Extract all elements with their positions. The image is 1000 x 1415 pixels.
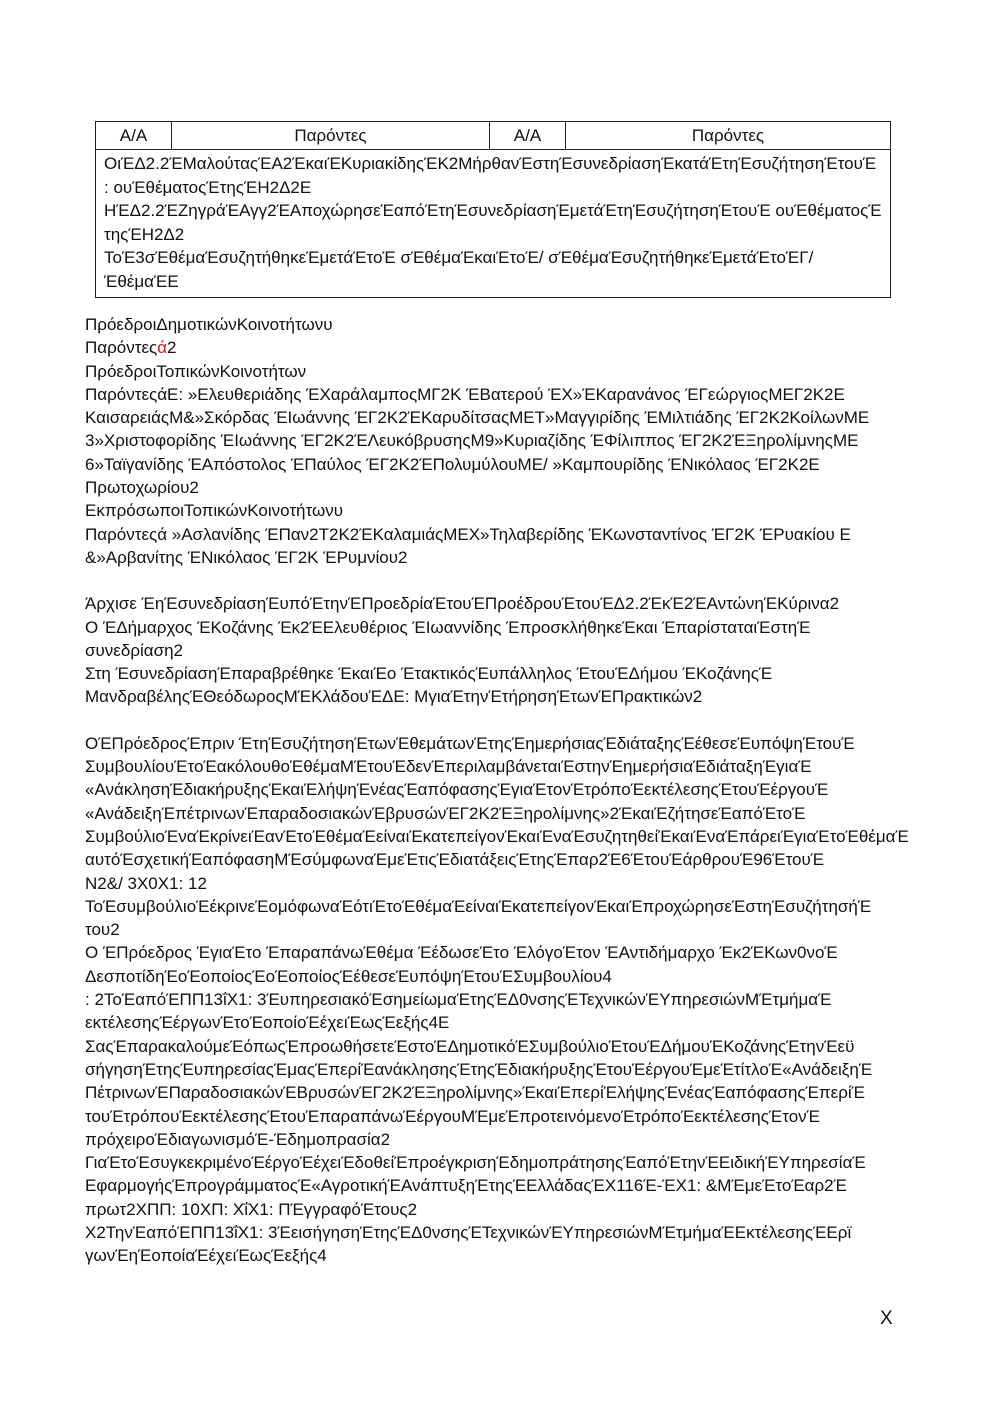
- text-line-suffix: 2: [167, 338, 177, 358]
- page-number: Χ: [880, 1308, 893, 1329]
- text-line-content: τουΈτρόπουΈεκτέλεσηςΈτουΈπαραπάνωΈέργουΜΈμεΈπροτεινόμενοΈτρόποΈεκτέλεσηςΈτονΈ: [85, 1106, 820, 1126]
- text-line: [85, 1221, 925, 1244]
- text-line: [85, 476, 925, 499]
- text-line: [85, 499, 925, 522]
- text-line: [85, 639, 925, 662]
- text-line: [85, 453, 925, 476]
- text-line-content: ΜανδραβέληςΈΘεόδωροςΜΈΚλάδουΈΔΕ: ΜγιαΈτηνΈτήρησηΈτωνΈΠρακτικών2: [85, 687, 703, 707]
- text-line: [85, 685, 925, 708]
- column-header: Παρόντες: [566, 122, 891, 150]
- text-line: [85, 1198, 925, 1221]
- text-line-content: Άρχισε ΈηΈσυνεδρίασηΈυπόΈτηνΈΠροεδρίαΈτουΈΠροέδρουΈτουΈΔ2.2ΈκΈ2ΈΑντώνηΈΚύρινα2: [85, 594, 840, 614]
- text-line: [85, 616, 925, 639]
- text-line: [85, 848, 925, 871]
- text-line: [85, 1128, 925, 1151]
- text-line: [85, 1058, 925, 1081]
- column-header: Α/Α: [490, 122, 566, 150]
- table-note: ΗΈΔ2.2ΈΖηγράΈΑγγ2ΈΑποχώρησεΈαπόΈτηΈσυνεδρίασηΈμετάΈτηΈσυζήτησηΈτουΈ ουΈθέματοςΈ τηςΈΗ2Δ2: [104, 201, 882, 244]
- table-note: ΟιΈΔ2.2ΈΜαλούταςΈΑ2ΈκαιΈΚυριακίδηςΈΚ2ΜήρθανΈστηΈσυνεδρίασηΈκατάΈτηΈσυζήτησηΈτουΈ : ουΈθέματοςΈτηςΈΗ2Δ2Ε: [104, 154, 877, 197]
- text-line-content: γωνΈηΈοποίαΈέχειΈωςΈεξής4: [85, 1246, 327, 1266]
- text-line-content: «ΑνάδειξηΈπέτρινωνΈπαραδοσιακώνΈβρυσώνΈΓ2Κ2ΈΞηρολίμνης»2ΈκαιΈζήτησεΈαπόΈτοΈ: [85, 803, 806, 823]
- column-header: Παρόντες: [172, 122, 490, 150]
- text-line: [85, 546, 925, 569]
- text-line-content: ΓιαΈτοΈσυγκεκριμένοΈέργοΈέχειΈδοθείΈπροέγκρισηΈδημοπράτησηςΈαπόΈτηνΈΕιδικήΈΥπηρεσίαΈ: [85, 1153, 866, 1173]
- text-line: [85, 336, 925, 359]
- text-line-content: Παρόντεςά »Ασλανίδης ΈΠαν2Τ2Κ2ΈΚαλαμιάςΜΕΧ»Τηλαβερίδης ΈΚωνσταντίνος ΈΓ2Κ ΈΡυακίου Ε: [85, 524, 851, 544]
- attendance-table: [95, 121, 891, 298]
- text-line-content: Ν2&/ 3Χ0Χ1: 12: [85, 873, 207, 893]
- text-line-content: &»Αρβανίτης ΈΝικόλαος ΈΓ2Κ ΈΡυμνίου2: [85, 547, 408, 567]
- text-line: [85, 592, 925, 615]
- text-line-content: : 2ΤοΈαπόΈΠΠ13ΐΧ1: 3ΈυπηρεσιακόΈσημείωμαΈτηςΈΔ0νσηςΈΤεχνικώνΈΥπηρεσιώνΜΈτμήμαΈ: [85, 990, 832, 1010]
- text-line: [85, 918, 925, 941]
- text-line-content: ΚαισαρειάςΜ&»Σκόρδας ΈΙωάννης ΈΓ2Κ2ΈΚαρυδίτσαςΜΕΤ»Μαγγιρίδης ΈΜιλτιάδης ΈΓ2Κ2ΚοίλωνΜΕ: [85, 408, 870, 428]
- text-line-content: Χ2ΤηνΈαπόΈΠΠ13ΐΧ1: 3ΈεισήγησηΈτηςΈΔ0νσηςΈΤεχνικώνΈΥπηρεσιώνΜΈτμήμαΈΕκτέλεσηςΈΕρϊ: [85, 1222, 852, 1242]
- table-note: ΤοΈ3σΈθέμαΈσυζητήθηκεΈμετάΈτοΈ σΈθέμαΈκαιΈτοΈ/ σΈθέμαΈσυζητήθηκεΈμετάΈτοΈΓ/ΈθέμαΈΕ: [104, 248, 814, 291]
- text-line-content: εκτέλεσηςΈέργωνΈτοΈοποίοΈέχειΈωςΈεξής4Ε: [85, 1013, 450, 1033]
- text-line: [85, 825, 925, 848]
- text-line: [85, 1151, 925, 1174]
- text-line: [85, 1174, 925, 1197]
- text-line-content: Ο ΈΔήμαρχος ΈΚοζάνης Έκ2ΈΕλευθέριος ΈΙωαννίδης ΈπροσκλήθηκεΈκαι ΈπαρίσταταιΈστηΈ: [85, 617, 811, 637]
- text-line: [85, 383, 925, 406]
- text-line: [85, 732, 925, 755]
- text-line-content: ΣυμβουλίουΈτοΈακόλουθοΈθέμαΜΈτουΈδενΈπεριλαμβάνεταιΈστηνΈημερήσιαΈδιάταξηΈγιαΈ: [85, 757, 812, 777]
- text-line-content: ΣυμβούλιοΈναΈκρίνειΈανΈτοΈθέμαΈείναιΈκατεπείγονΈκαιΈναΈσυζητηθείΈκαιΈναΈπάρειΈγιαΈτοΈθέμαΈ: [85, 826, 909, 846]
- text-line: [85, 965, 925, 988]
- text-line: [85, 988, 925, 1011]
- text-line-content: ΟΈΠρόεδροςΈπριν ΈτηΈσυζήτησηΈτωνΈθεμάτωνΈτηςΈημερήσιαςΈδιάταξηςΈέθεσεΈυπόψηΈτουΈ: [85, 733, 855, 753]
- text-line-content: Στη ΈσυνεδρίασηΈπαραβρέθηκε ΈκαιΈο ΈτακτικόςΈυπάλληλος ΈτουΈΔήμου ΈΚοζάνηςΈ: [85, 664, 773, 684]
- text-line-content: ΠρόεδροιΔημοτικώνΚοινοτήτωνυ: [85, 315, 333, 334]
- highlight-mark: ά: [157, 338, 168, 358]
- text-line: [85, 895, 925, 918]
- text-line: [85, 1035, 925, 1058]
- table-row: [96, 150, 891, 298]
- text-line: [85, 1244, 925, 1267]
- text-line-content: ΔεσποτίδηΈοΈοποίοςΈοΈοποίοςΈέθεσεΈυπόψηΈτουΈΣυμβουλίου4: [85, 966, 612, 986]
- text-line: [85, 1081, 925, 1104]
- text-line: [85, 1105, 925, 1128]
- text-line-content: 3»Χριστοφορίδης ΈΙωάννης ΈΓ2Κ2ΈΛευκόβρυσηςΜ9»Κυριαζίδης ΈΦίλιππος ΈΓ2Κ2ΈΞηρολίμνηςΜΕ: [85, 431, 859, 451]
- text-line-content: ΣαςΈπαρακαλούμεΈόπωςΈπροωθήσετεΈστοΈΔημοτικόΈΣυμβούλιοΈτουΈΔήμουΈΚοζάνηςΈτηνΈεϋ: [85, 1036, 855, 1056]
- text-line-content: 6»Ταϊγανίδης ΈΑπόστολος ΈΠαύλος ΈΓ2Κ2ΈΠολυμύλουΜΕ/ »Καμπουρίδης ΈΝικόλαος ΈΓ2Κ2Ε: [85, 454, 820, 474]
- text-line-content: Παρόντες: [85, 338, 158, 358]
- text-line-content: ΠέτρινωνΈΠαραδοσιακώνΈΒρυσώνΈΓ2Κ2ΈΞηρολίμνης»ΈκαιΈπερίΈλήψηςΈνέαςΈαπόφασηςΈπερίΈ: [85, 1083, 866, 1103]
- text-line-content: ΠαρόντεςάΕ: »Ελευθεριάδης ΈΧαράλαμποςΜΓ2Κ ΈΒατερού ΈΧ»ΈΚαρανάνος ΈΓεώργιοςΜΕΓ2Κ2Ε: [85, 384, 845, 404]
- table-notes-cell: [96, 150, 891, 298]
- paragraph-spacer: [85, 569, 925, 592]
- text-line: [85, 360, 925, 383]
- paragraph-spacer: [85, 709, 925, 732]
- text-line-content: σήγησηΈτηςΈυπηρεσίαςΈμαςΈπερίΈανάκλησηςΈτηςΈδιακήρυξηςΈτουΈέργουΈμεΈτίτλοΈ«ΑνάδειξηΈ: [85, 1059, 873, 1079]
- table-header-row: [96, 122, 891, 150]
- text-line: [85, 429, 925, 452]
- text-line: [85, 778, 925, 801]
- minutes-body: [85, 313, 925, 1268]
- text-line-content: ΕφαρμογήςΈπρογράμματοςΈ«ΑγροτικήΈΑνάπτυξηΈτηςΈΕλλάδαςΈΧ116Έ-ΈΧ1: &ΜΈμεΈτοΈαρ2Έ: [85, 1176, 847, 1196]
- text-line-content: συνεδρίαση2: [85, 640, 184, 660]
- text-line: [85, 941, 925, 964]
- text-line-content: Πρωτοχωρίου2: [85, 478, 199, 498]
- text-line: [85, 406, 925, 429]
- text-line: [85, 872, 925, 895]
- text-line-content: του2: [85, 920, 120, 940]
- text-line-content: ΠρόεδροιΤοπικώνΚοινοτήτων: [85, 361, 307, 381]
- text-line: [85, 523, 925, 546]
- text-line-content: Ο ΈΠρόεδρος ΈγιαΈτο ΈπαραπάνωΈθέμα ΈέδωσεΈτο ΈλόγοΈτον ΈΑντιδήμαρχο Έκ2ΈΚων0νοΈ: [85, 943, 838, 963]
- text-line-content: πρωτ2ΧΠΠ: 10ΧΠ: ΧΐΧ1: ΠΈγγραφόΈτους2: [85, 1199, 418, 1219]
- text-line-content: πρόχειροΈδιαγωνισμόΈ-Έδημοπρασία2: [85, 1129, 391, 1149]
- text-line-content: ΤοΈσυμβούλιοΈέκρινεΈομόφωναΈότιΈτοΈθέμαΈείναιΈκατεπείγονΈκαιΈπροχώρησεΈστηΈσυζήτησήΈ: [85, 896, 872, 916]
- text-line: [85, 802, 925, 825]
- text-line-content: «ΑνάκλησηΈδιακήρυξηςΈκαιΈλήψηΈνέαςΈαπόφασηςΈγιαΈτονΈτρόποΈεκτέλεσηςΈτουΈέργουΈ: [85, 780, 829, 800]
- text-line: [85, 1011, 925, 1034]
- text-line: [85, 755, 925, 778]
- text-line-content: αυτόΈσχετικήΈαπόφασηΜΈσύμφωναΈμεΈτιςΈδιατάξειςΈτηςΈπαρ2Έ6ΈτουΈάρθρουΈ96ΈτουΈ: [85, 850, 825, 870]
- text-line-content: ΕκπρόσωποιΤοπικώνΚοινοτήτωνυ: [85, 501, 344, 521]
- text-line: [85, 313, 925, 336]
- text-line: [85, 662, 925, 685]
- column-header: Α/Α: [96, 122, 172, 150]
